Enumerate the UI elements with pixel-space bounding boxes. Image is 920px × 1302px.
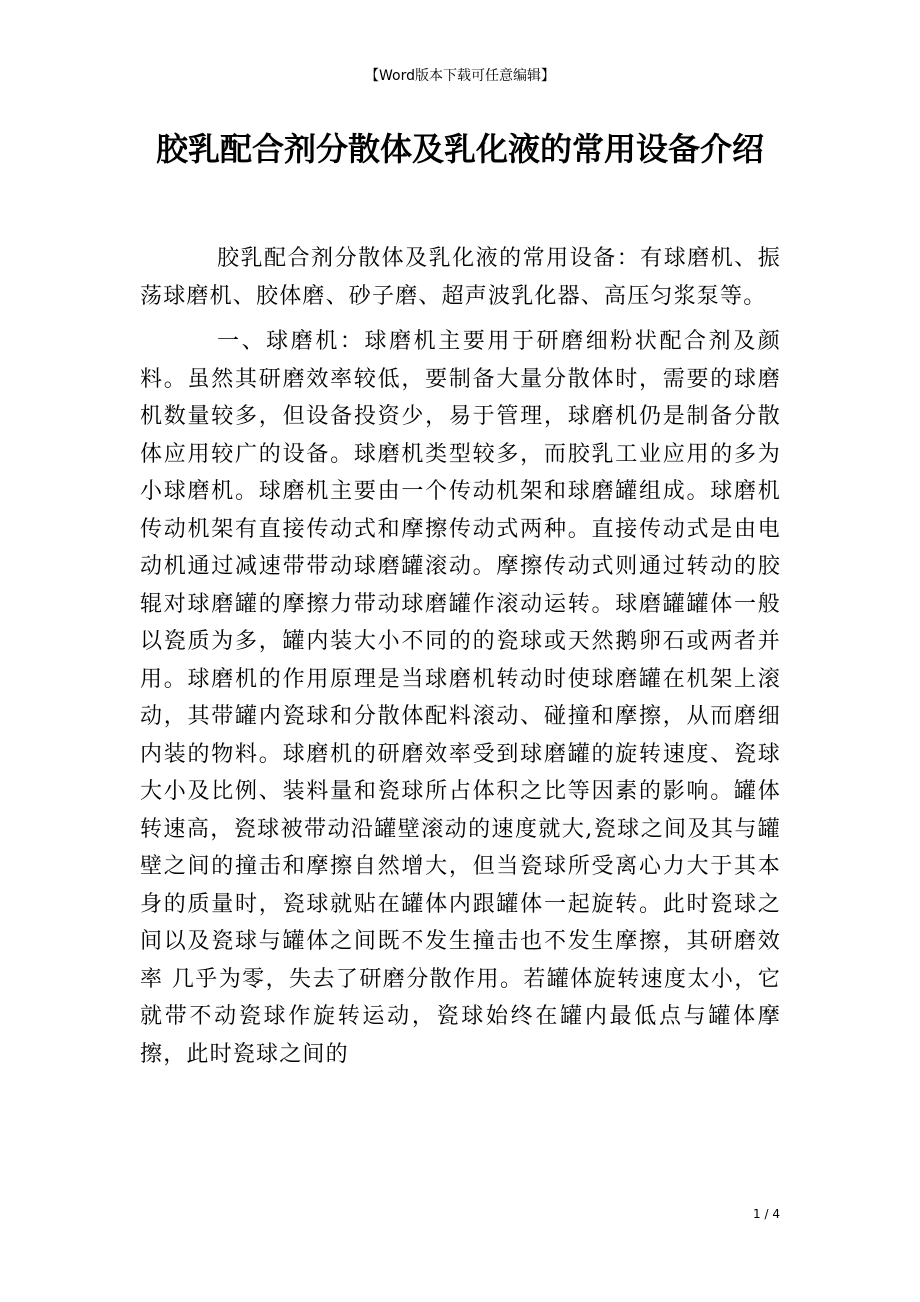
document-title: 胶乳配合剂分散体及乳化液的常用设备介绍: [155, 130, 764, 168]
page-number: 1 / 4: [753, 1207, 780, 1221]
header-note: 【Word版本下载可任意编辑】: [365, 68, 555, 84]
paragraph-intro: 胶乳配合剂分散体及乳化液的常用设备：有球磨机、振荡球磨机、胶体磨、砂子磨、超声波乳化器、高压匀浆泵等。: [140, 246, 781, 309]
paragraph-ball-mill: 一、球磨机：球磨机主要用于研磨细粉状配合剂及颜料。虽然其研磨效率较低，要制备大量分散体时，需要的球磨机数量较多，但设备投资少，易于管理，球磨机仍是制备分散体应用较广的设备。球磨机类型较多，而胶乳工业应用的多为小球磨机。球磨机主要由一个传动机架和球磨罐组成。球磨机传动机架有直接传动式和摩擦传动式两种。直接传动式是由电动机通过减速带带动球磨罐滚动。摩擦传动式则通过转动的胶辊对球磨罐的摩擦力带动球磨罐作滚动运转。球磨罐罐体一般以瓷质为多，罐内装大小不同的的瓷球或天然鹅卵石或两者并用。球磨机的作用原理是当球磨机转动时使球磨罐在机架上滚动，其带罐内瓷球和分散体配料滚动、碰撞和摩擦，从而磨细内装的物料。球磨机的研磨效率受到球磨罐的旋转速度、瓷球大小及比例、装料量和瓷球所占体积之比等因素的影响。罐体转速高，瓷球被带动沿罐壁滚动的速度就大,瓷球之间及其与罐壁之间的撞击和摩擦自然增大，但当瓷球所受离心力大于其本身的质量时，瓷球就贴在罐体内跟罐体一起旋转。此时瓷球之间以及瓷球与罐体之间既不发生撞击也不发生摩擦，其研磨效率 几乎为零，失去了研磨分散作用。若罐体旋转速度太小，它就带不动瓷球作旋转运动，瓷球始终在罐内最低点与罐体摩擦，此时瓷球之间的: [140, 329, 781, 1067]
document-body: [140, 240, 781, 1081]
